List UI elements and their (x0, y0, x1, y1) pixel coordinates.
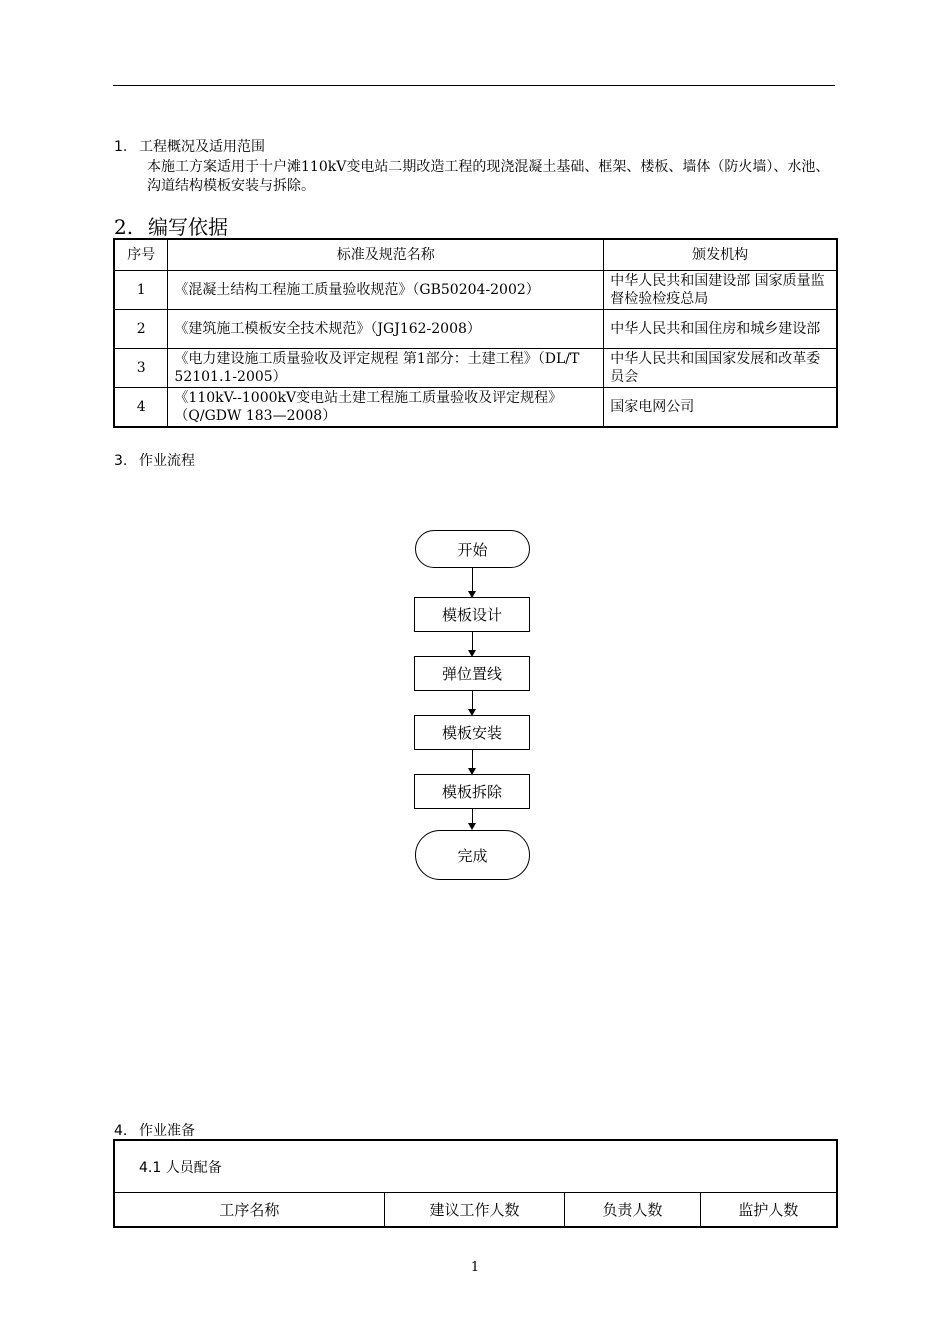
page-number: 1 (470, 1260, 480, 1275)
staffing-header-row (114, 1193, 837, 1228)
section-1-heading (114, 138, 265, 156)
row-no: 1 (114, 271, 168, 310)
section-4-number: 4. (114, 1123, 128, 1139)
row-no: 3 (114, 349, 168, 388)
flow-arrow (472, 750, 473, 768)
section-2-number: 2. (114, 215, 134, 239)
flowchart (400, 525, 545, 885)
flow-step-node: 弹位置线 (414, 656, 530, 691)
flow-step-node: 模板安装 (414, 715, 530, 750)
flow-arrow (472, 809, 473, 823)
header-supervisor-count: 监护人数 (700, 1193, 837, 1228)
header-org: 颁发机构 (604, 239, 837, 271)
staffing-table (113, 1139, 838, 1228)
row-name: 《电力建设施工质量验收及评定规程 第1部分：土建工程》（DL/T 52101.1-2005） (168, 349, 604, 388)
header-no: 序号 (114, 239, 168, 271)
section-2-heading (114, 214, 228, 240)
header-suggested-workers: 建议工作人数 (384, 1193, 565, 1228)
flow-start-node: 开始 (415, 530, 530, 568)
section-3-heading (114, 452, 195, 470)
subsection-4-1-title: 4.1 人员配备 (114, 1140, 837, 1193)
standards-table (113, 238, 838, 428)
flow-end-node: 完成 (415, 830, 530, 880)
row-org: 中华人民共和国住房和城乡建设部 (604, 310, 837, 349)
section-1-number: 1. (114, 139, 128, 155)
row-name: 《建筑施工模板安全技术规范》（JGJ162-2008） (168, 310, 604, 349)
header-process-name: 工序名称 (114, 1193, 384, 1228)
header-name: 标准及规范名称 (168, 239, 604, 271)
row-org: 国家电网公司 (604, 388, 837, 428)
row-no: 2 (114, 310, 168, 349)
table-row (114, 310, 837, 349)
table-row (114, 349, 837, 388)
flow-step-node: 模板设计 (414, 597, 530, 632)
row-org: 中华人民共和国国家发展和改革委员会 (604, 349, 837, 388)
flow-arrow (472, 568, 473, 591)
table-row (114, 271, 837, 310)
section-1-title: 工程概况及适用范围 (139, 139, 265, 155)
section-3-number: 3. (114, 453, 128, 469)
header-rule (113, 85, 835, 86)
standards-header-row (114, 239, 837, 271)
section-4-heading (114, 1122, 195, 1140)
row-org: 中华人民共和国建设部 国家质量监督检验检疫总局 (604, 271, 837, 310)
row-name: 《混凝土结构工程施工质量验收规范》（GB50204-2002） (168, 271, 604, 310)
row-no: 4 (114, 388, 168, 428)
flow-arrow (472, 632, 473, 650)
flow-step-node: 模板拆除 (414, 774, 530, 809)
table-row (114, 388, 837, 428)
section-4-title: 作业准备 (139, 1123, 195, 1139)
row-name: 《110kV--1000kV变电站土建工程施工质量验收及评定规程》（Q/GDW 183—2008） (168, 388, 604, 428)
section-3-title: 作业流程 (139, 453, 195, 469)
flow-arrow (472, 691, 473, 709)
section-2-title: 编写依据 (148, 215, 228, 239)
flow-arrow-head (468, 823, 476, 830)
section-1-body: 本施工方案适用于十户滩110kV变电站二期改造工程的现浇混凝土基础、框架、楼板、墙体（防火墙）、水池、沟道结构模板安装与拆除。 (147, 159, 830, 194)
header-responsible-count: 负责人数 (565, 1193, 701, 1228)
staffing-subheading-row (114, 1140, 837, 1193)
